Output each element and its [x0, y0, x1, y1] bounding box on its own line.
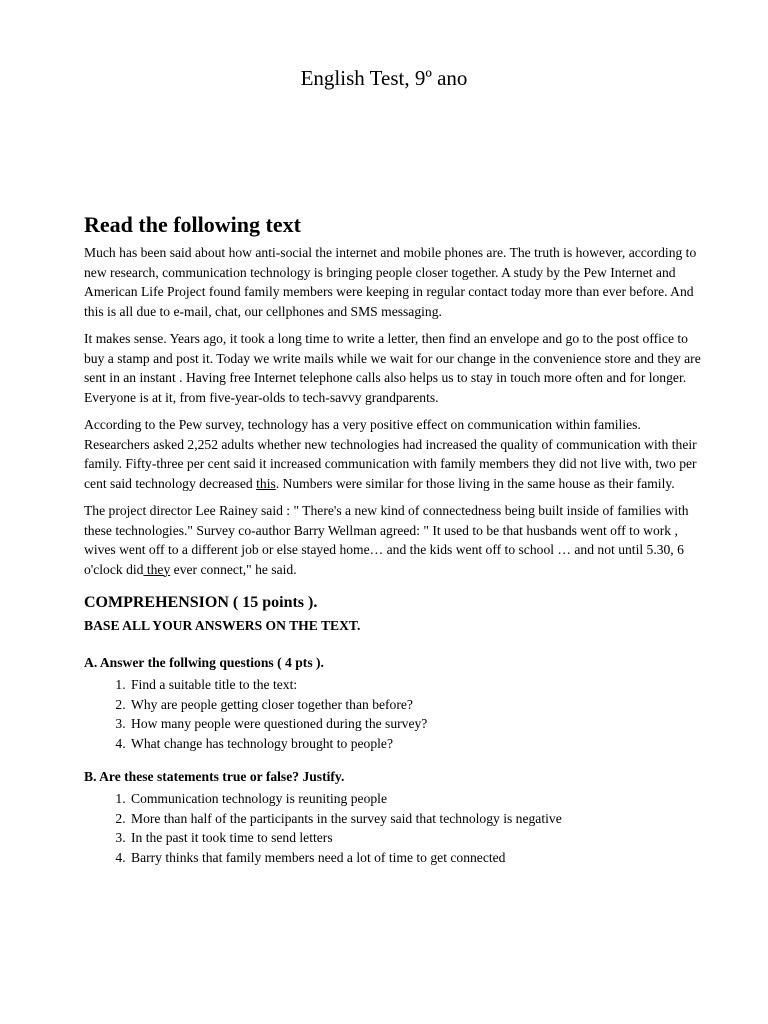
- list-item: 2. Why are people getting closer together than before?: [129, 695, 704, 715]
- paragraph-2: It makes sense. Years ago, it took a long time to write a letter, then find an envelope and go to the post office to buy a stamp and post it. Today we write mails while we wait for our change in the convenience store and they are sent in an instant . Having free Internet telephone calls also helps us to stay in touch more often and for longer. Everyone is at it, from five-year-olds to tech-savvy grandparents.: [84, 331, 701, 405]
- comprehension-title: COMPREHENSION ( 15 points ).: [84, 594, 318, 611]
- paragraph-3-text-start: According to the Pew survey, technology has a very positive effect on communication within families. Researchers asked 2,252 adults whether new technologies had increased the quality of communication with their family. Fifty-three per cent said it increased communication with family members they did not live with, two per cent said technology decreased: [84, 417, 697, 491]
- list-item: 1. Communication technology is reuniting people: [129, 789, 704, 809]
- list-item: 4. Barry thinks that family members need a lot of time to get connected: [129, 848, 704, 868]
- section-a-list: [84, 675, 704, 753]
- document-body: [84, 212, 704, 883]
- comprehension-instruction: BASE ALL YOUR ANSWERS ON THE TEXT.: [84, 618, 361, 633]
- list-item: 3. How many people were questioned during the survey?: [129, 714, 704, 734]
- paragraph-4: [84, 501, 704, 579]
- paragraph-4-underlined-word: they: [143, 561, 171, 577]
- paragraph-4-text-start: The project director Lee Rainey said : " There's a new kind of connectedness being built inside of families with these technologies." Survey co-author Barry Wellman agreed: " It used to be that husbands went off to work , wives went off to a different job or else stayed home… and the kids went off to school … and not until 5.30, 6 o'clock did: [84, 503, 689, 577]
- list-item: 3. In the past it took time to send letters: [129, 828, 704, 848]
- section-b-list: [84, 789, 704, 867]
- paragraph-1: Much has been said about how anti-social the internet and mobile phones are. The truth is however, according to new research, communication technology is bringing people closer together. A study by the Pew Internet and American Life Project found family members were keeping in regular contact today more than ever before. And this is all due to e-mail, chat, our cellphones and SMS messaging.: [84, 245, 697, 319]
- section-b-heading: B. Are these statements true or false? Justify.: [84, 769, 345, 784]
- paragraph-3: [84, 415, 704, 493]
- paragraph-4-text-end: ever connect," he said.: [170, 561, 297, 577]
- list-item: 2. More than half of the participants in the survey said that technology is negative: [129, 809, 704, 829]
- list-item: 4. What change has technology brought to people?: [129, 734, 704, 754]
- list-item: 1. Find a suitable title to the text:: [129, 675, 704, 695]
- paragraph-3-text-end: . Numbers were similar for those living in the same house as their family.: [275, 475, 675, 491]
- reading-heading: Read the following text: [84, 212, 301, 237]
- page-title: English Test, 9º ano: [300, 66, 468, 90]
- paragraph-3-underlined-word: this: [256, 475, 276, 491]
- section-a-heading: A. Answer the follwing questions ( 4 pts ).: [84, 655, 324, 670]
